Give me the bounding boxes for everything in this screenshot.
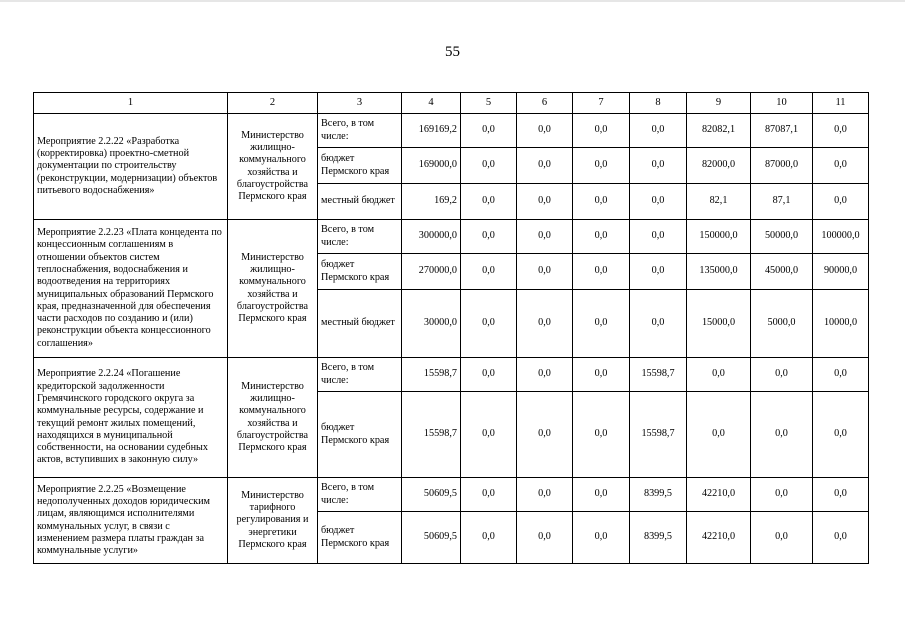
funding-source: Всего, в том числе:	[318, 478, 402, 512]
year-value: 87087,1	[751, 114, 813, 148]
year-value: 15598,7	[630, 392, 687, 478]
year-value: 0,0	[461, 512, 517, 564]
budget-table	[33, 92, 869, 564]
year-value: 0,0	[461, 114, 517, 148]
funding-source: местный бюджет	[318, 184, 402, 220]
year-value: 0,0	[461, 358, 517, 392]
total-value: 169,2	[402, 184, 461, 220]
year-value: 0,0	[630, 254, 687, 290]
year-value: 0,0	[517, 358, 573, 392]
year-value: 0,0	[573, 114, 630, 148]
responsible-organization: Министерство жилищно-коммунального хозяйства и благоустройства Пермского края	[228, 114, 318, 220]
year-value: 42210,0	[687, 512, 751, 564]
total-value: 50609,5	[402, 512, 461, 564]
column-header: 5	[461, 93, 517, 114]
year-value: 8399,5	[630, 478, 687, 512]
year-value: 0,0	[573, 184, 630, 220]
column-header: 3	[318, 93, 402, 114]
total-value: 30000,0	[402, 290, 461, 358]
year-value: 0,0	[461, 290, 517, 358]
year-value: 0,0	[461, 392, 517, 478]
year-value: 0,0	[813, 512, 869, 564]
column-header: 11	[813, 93, 869, 114]
year-value: 135000,0	[687, 254, 751, 290]
header-row	[34, 93, 869, 114]
funding-source: бюджет Пермского края	[318, 392, 402, 478]
column-header: 8	[630, 93, 687, 114]
total-value: 300000,0	[402, 220, 461, 254]
year-value: 42210,0	[687, 478, 751, 512]
year-value: 0,0	[630, 184, 687, 220]
year-value: 0,0	[751, 478, 813, 512]
table-row	[34, 478, 869, 512]
funding-source: Всего, в том числе:	[318, 220, 402, 254]
year-value: 0,0	[517, 220, 573, 254]
funding-source: местный бюджет	[318, 290, 402, 358]
year-value: 10000,0	[813, 290, 869, 358]
page-number: 55	[445, 44, 460, 60]
year-value: 5000,0	[751, 290, 813, 358]
year-value: 8399,5	[630, 512, 687, 564]
measure-description: Мероприятие 2.2.24 «Погашение кредиторской задолженности Гремячинского городского округа за коммунальные ресурсы, содержание и текущий ремонт жилых помещений, находящихся в муниципальной собственности, на основании судебных актов, вступивших в законную силу»	[34, 358, 228, 478]
year-value: 0,0	[517, 148, 573, 184]
year-value: 0,0	[517, 254, 573, 290]
scan-top-edge	[0, 0, 905, 2]
year-value: 45000,0	[751, 254, 813, 290]
year-value: 0,0	[687, 358, 751, 392]
year-value: 0,0	[517, 114, 573, 148]
year-value: 0,0	[813, 478, 869, 512]
responsible-organization: Министерство тарифного регулирования и энергетики Пермского края	[228, 478, 318, 564]
year-value: 0,0	[813, 358, 869, 392]
year-value: 0,0	[517, 184, 573, 220]
year-value: 150000,0	[687, 220, 751, 254]
year-value: 0,0	[813, 184, 869, 220]
responsible-organization: Министерство жилищно-коммунального хозяйства и благоустройства Пермского края	[228, 358, 318, 478]
total-value: 169000,0	[402, 148, 461, 184]
year-value: 0,0	[630, 148, 687, 184]
total-value: 270000,0	[402, 254, 461, 290]
table-row	[34, 358, 869, 392]
year-value: 0,0	[630, 290, 687, 358]
table-row	[34, 220, 869, 254]
year-value: 0,0	[461, 478, 517, 512]
year-value: 0,0	[517, 290, 573, 358]
year-value: 82000,0	[687, 148, 751, 184]
funding-source: бюджет Пермского края	[318, 512, 402, 564]
year-value: 0,0	[630, 114, 687, 148]
responsible-organization: Министерство жилищно-коммунального хозяйства и благоустройства Пермского края	[228, 220, 318, 358]
year-value: 0,0	[573, 220, 630, 254]
total-value: 15598,7	[402, 358, 461, 392]
year-value: 0,0	[517, 392, 573, 478]
year-value: 0,0	[517, 512, 573, 564]
year-value: 0,0	[751, 392, 813, 478]
year-value: 87000,0	[751, 148, 813, 184]
column-header: 7	[573, 93, 630, 114]
year-value: 0,0	[573, 358, 630, 392]
measure-description: Мероприятие 2.2.23 «Плата концедента по концессионным соглашениям в отношении объектов систем теплоснабжения, водоснабжения и водоотведения на территориях муниципальных образований Пермского края, предназначенной для обеспечения части расходов по созданию и (или) реконструкции объекта концессионного соглашения»	[34, 220, 228, 358]
year-value: 0,0	[813, 392, 869, 478]
year-value: 0,0	[573, 392, 630, 478]
year-value: 0,0	[573, 148, 630, 184]
funding-source: бюджет Пермского края	[318, 148, 402, 184]
year-value: 82,1	[687, 184, 751, 220]
year-value: 0,0	[461, 148, 517, 184]
year-value: 82082,1	[687, 114, 751, 148]
year-value: 0,0	[630, 220, 687, 254]
year-value: 0,0	[687, 392, 751, 478]
year-value: 0,0	[573, 512, 630, 564]
column-header: 2	[228, 93, 318, 114]
total-value: 169169,2	[402, 114, 461, 148]
measure-description: Мероприятие 2.2.22 «Разработка (корректировка) проектно-сметной документации по строительству (реконструкции, модернизации) объектов питьевого водоснабжения»	[34, 114, 228, 220]
year-value: 90000,0	[813, 254, 869, 290]
column-header: 9	[687, 93, 751, 114]
funding-source: Всего, в том числе:	[318, 114, 402, 148]
year-value: 87,1	[751, 184, 813, 220]
year-value: 0,0	[573, 478, 630, 512]
year-value: 0,0	[751, 512, 813, 564]
table-row	[34, 114, 869, 148]
funding-source: Всего, в том числе:	[318, 358, 402, 392]
year-value: 0,0	[573, 254, 630, 290]
year-value: 0,0	[813, 148, 869, 184]
year-value: 0,0	[813, 114, 869, 148]
year-value: 50000,0	[751, 220, 813, 254]
year-value: 15598,7	[630, 358, 687, 392]
year-value: 0,0	[461, 184, 517, 220]
measure-description: Мероприятие 2.2.25 «Возмещение недополученных доходов юридическим лицам, являющимся исполнителями коммунальных услуг, в связи с изменением размера платы граждан за коммунальные услуги»	[34, 478, 228, 564]
column-header: 10	[751, 93, 813, 114]
year-value: 0,0	[461, 220, 517, 254]
year-value: 15000,0	[687, 290, 751, 358]
column-header: 6	[517, 93, 573, 114]
column-header: 1	[34, 93, 228, 114]
total-value: 15598,7	[402, 392, 461, 478]
year-value: 0,0	[461, 254, 517, 290]
year-value: 0,0	[517, 478, 573, 512]
year-value: 0,0	[751, 358, 813, 392]
year-value: 0,0	[573, 290, 630, 358]
year-value: 100000,0	[813, 220, 869, 254]
total-value: 50609,5	[402, 478, 461, 512]
funding-source: бюджет Пермского края	[318, 254, 402, 290]
column-header: 4	[402, 93, 461, 114]
